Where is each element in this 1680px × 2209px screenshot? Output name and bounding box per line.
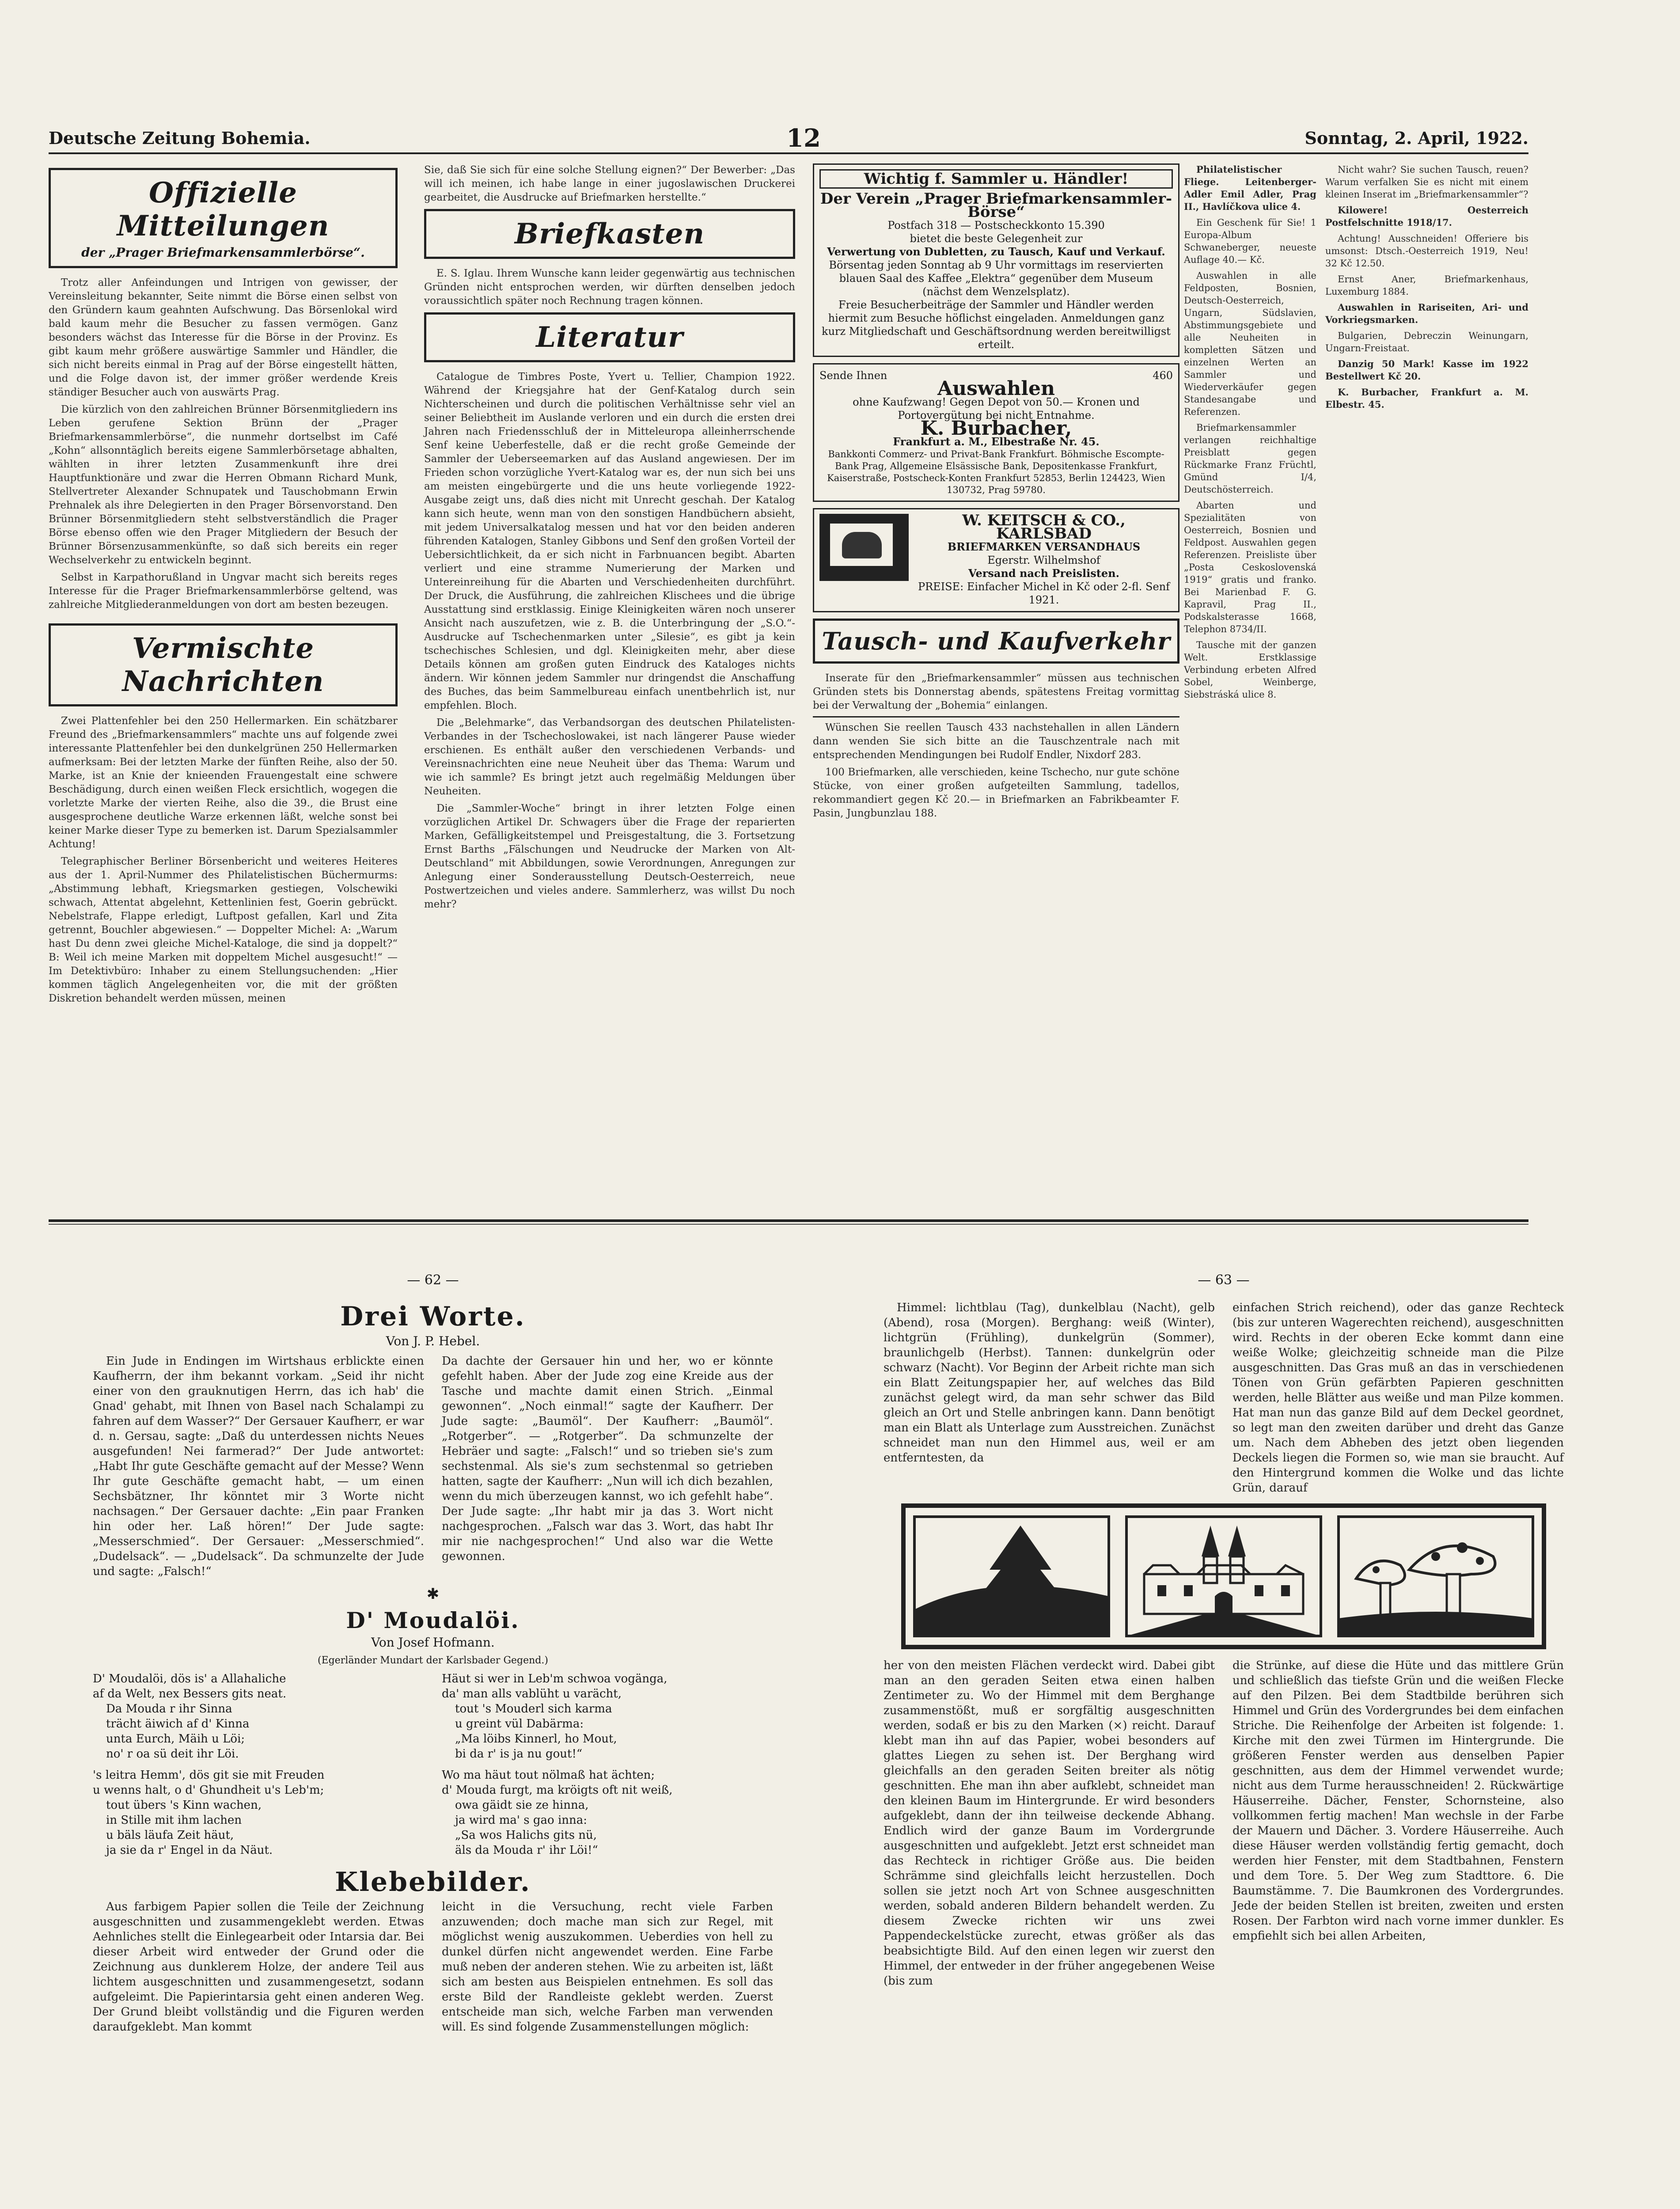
ad-keitsch: W. KEITSCH & CO., KARLSBAD BRIEFMARKEN VERSANDHAUS Egerstr. Wilhelmshof Versand nach Preislisten. PREISE: Einfacher Michel in Kč oder 2-fl. Senf 1921. bbox=[813, 508, 1179, 612]
letterbox-text: E. S. Iglau. Ihrem Wunsche kann leider gegenwärtig aus technischen Gründen nicht entsprochen werden, wir dürften denselben jedoch voraussichtlich später noch Rechnung tragen können. bbox=[424, 268, 795, 307]
small-ads: Wünschen Sie reellen Tausch 433 nachstehallen in allen Ländern dann wenden Sie sich bitte an die Tauschzentrale nach mit entsprechenden Mendingungen bei Rudolf Endler, Nixdorf 283. 100 Briefmarken, alle verschieden, keine Tschecho, nur gute schöne Stücke, von einer großen aufgeteilten Sammlung, tadellos, rekommandiert gegen Kč 20.— in Briefmarken an Fabrikbeamter F. Pasin, Jungbunzlau 188. bbox=[813, 716, 1179, 820]
column-3 bbox=[813, 163, 1179, 824]
misc-news-heading: Vermischte Nachrichten bbox=[49, 623, 398, 706]
literature-heading: Literatur bbox=[424, 312, 795, 362]
continued-text: Sie, daß Sie sich für eine solche Stellung eignen?“ Der Bewerber: „Das will ich meinen, ich habe lange in einer jugoslawischen Druckerei gearbeitet, die Ausdrucke auf Briefmarken herstellte.“ bbox=[424, 164, 795, 203]
story-moudaloei-dialect: (Egerländer Mundart der Karlsbader Gegend.) bbox=[318, 1655, 548, 1666]
column-1 bbox=[49, 163, 398, 1009]
masthead: Deutsche Zeitung Bohemia. bbox=[49, 128, 311, 148]
official-notices-text: Trotz aller Anfeindungen und Intrigen von gewisser, der Vereinsleitung bekannter, Seite nimmt die Börse einen selbst von den Gründern kaum geahnten Aufschwung. Das Börsenlokal wird bald kaum mehr die Besucher zu fassen vermögen. Ganz besonders wächst das Interesse für die Börse in der Provinz. Es gibt kaum mehr größere auswärtige Sammler und Händler, die sich nicht bereits einmal in Prag auf der Börse eingestellt hätten, und die Folge davon ist, der immer größer werdende Kreis ständiger Besucher auch von auswärts Prag. Die kürzlich von den zahlreichen Brünner Börsenmitgliedern ins Leben gerufene Sektion Brünn der „Prager Briefmarkensammlerbörse“, die nunmehr dortselbst im Café „Kohn“ allsonntäglich bereits eigene Sammlerbörsetage abhalten, wählten in ihrer letzten Zusammenkunft ihre drei Hauptfunktionäre und zwar die Herren Obmann Richard Munk, Stellvertreter Alexander Schnupatek und Tauschobmann Erwin Prehnalek als ihre Delegierten in den Prager Börsenvorstand. Den Brünner Börsenmitgliedern steht selbstverständlich die Prager Börse ebenso offen wie den Prager Mitgliedern der Besuch der Brünner Börsenzusammenkünfte, so daß sich bereits ein reger Wechselverkehr zu entwickeln beginnt. Selbst in Karpathorußland in Ungvar macht sich bereits reges Interesse für die Prager Briefmarkensammlerbörse geltend, was zahlreiche Mitgliederanmeldungen von dort am besten bezeugen. bbox=[49, 277, 398, 611]
page-62-number: — 62 — bbox=[407, 1272, 459, 1288]
story-moudaloei-author: Von Josef Hofmann. bbox=[371, 1635, 495, 1650]
trade-notice: Inserate für den „Briefmarkensammler“ müssen aus technischen Gründen stets bis Donnerstag abends, spätestens Freitag vormittag bei der Verwaltung der „Bohemia“ einlangen. bbox=[813, 672, 1179, 711]
story-klebebilder-body: Aus farbigem Papier sollen die Teile der Zeichnung ausgeschnitten und zusammengeklebt werden. Etwas Aehnliches stellt die Einlegearbeit oder Intarsia dar. Bei dieser Arbeit wird entweder der Grund oder die Zeichnung aus dunklerem Holze, der andere Teil aus lichtem ausgeschnitten und zusammengesetzt, sodann aufgeleimt. Die Papierintarsia geht einen anderen Weg. Der Grund bleibt vollständig und die Figuren werden daraufgeklebt. Man kommt leicht in die Versuchung, recht viele Farben anzuwenden; doch mache man sich zur Regel, mit möglichst wenig auszukommen. Ueberdies von hell zu dunkel dürfen nicht angewendet werden. Eine Farbe muß neben der anderen stehen. Wie zu arbeiten ist, läßt sich am besten aus Beispielen entnehmen. Es soll das erste Bild der Randleiste geklebt werden. Zuerst entscheide man sich, welche Farben man verwenden will. Es sind folgende Zusammenstellungen möglich: bbox=[93, 1900, 773, 2034]
column-5 bbox=[1325, 163, 1528, 414]
page-number: 12 bbox=[786, 124, 821, 153]
letterbox-heading: Briefkasten bbox=[424, 209, 795, 259]
klebebilder-continued-bottom: her von den meisten Flächen verdeckt wird. Dabei gibt man an den geraden Seiten etwa einen halben Zentimeter zu. Wo der Himmel mit dem Berghange zusammenstößt, muß er sorgfältig ausgeschnitten werden, sodaß er bis zu den Marken (×) reicht. Darauf klebt man ihn auf das Papier, wobei besonders auf glattes Liegen zu sehen ist. Der Berghang wird gleichfalls an den geraden Seiten breiter als nötig geschnitten. Ehe man ihn aber aufklebt, schneidet man den kleinen Baum im Hintergrunde. Er wird besonders aufgeklebt, dann der ihn teilweise deckende Abhang. Endlich wird der ganze Baum im Vordergrunde ausgeschnitten und aufgeklebt. Jetzt erst schneidet man das Rechteck in richtiger Größe aus. Die beiden Schrämme sind gleichfalls leicht herzustellen. Doch sollen sie jetzt noch Art von Schnee ausgeschnitten werden, sobald anderen Bildern behandelt werden. Zu diesem Zwecke richten wir uns zwei Pappendeckelstücke zurecht, etwas größer als das beabsichtigte Bild. Auf den einen legen wir zuerst den Himmel, der entweder in der früher angegebenen Weise (bis zum die Strünke, auf diese die Hüte und das mittlere Grün und schließlich das tiefste Grün und die weißen Flecke auf den Pilzen. Bei dem Stadtbilde berühren sich Himmel und Grün des Vordergrundes bei dem einfachen Striche. Die Reihenfolge der Arbeiten ist folgende: 1. Kirche mit den zwei Türmen im Hintergrunde. Die größeren Fenster werden aus denselben Papier geschnitten, aus dem der Himmel verwendet wurde; nicht aus dem Turme herausschneiden! 2. Rückwärtige Häuserreihe. Dächer, Fenster, Schornsteine, also vollkommen fertig machen! Man wechsle in der Farbe der Mauern und Dächer. 3. Vordere Häuserreihe. Auch diese Häuser werden vollständig fertig gemacht, doch werden hier Fenster, mit dem Stadtbahnen, Fenstern und dem Tore. 5. Der Weg zum Stadttore. 6. Die Baumstämme. 7. Die Baumkronen des Vordergrundes. Jede der beiden Stellen ist breiten, zweiten und ersten Rosen. Der Farbton wird nach vorne immer dunkler. Es empfiehlt sich bei allen Arbeiten, bbox=[884, 1659, 1564, 1988]
ads-list-5: Nicht wahr? Sie suchen Tausch, reuen? Warum verfalken Sie es nicht mit einem kleinen Inserat im „Briefmarkensammler“? Kilowere! Oesterreich Postfelschnitte 1918/17. Achtung! Ausschneiden! Offeriere bis umsonst: Dtsch.-Oesterreich 1919, Neu! 32 Kč 12.50. Ernst Aner, Briefmarkenhaus, Luxemburg 1884. Auswahlen in Rariseiten, Ari- und Vorkriegsmarken. Bulgarien, Debreczin Weinungarn, Ungarn-Freistaat. Danzig 50 Mark! Kasse im 1922 Bestellwert Kč 20. K. Burbacher, Frankfurt a. M. Elbestr. 45. bbox=[1325, 164, 1528, 410]
ads-list-4: Philatelistischer Fliege. Leitenberger-Adler Emil Adler, Prag II., Havlíčkova ulice 4. Ein Geschenk für Sie! 1 Europa-Album Schwaneberger, neueste Auflage 40.— Kč. Auswahlen in alle Feldposten, Bosnien, Deutsch-Oesterreich, Ungarn, Südslavien, Abstimmungsgebiete und alle Neuheiten in kompletten Sätzen und einzelnen Werten an Sammler und Wiederverkäufer gegen Standesangabe und Referenzen. Briefmarkensammler verlangen reichhaltige Preisblatt gegen Rückmarke Franz Früchtl, Gmünd I/4, Deutschösterreich. Abarten und Spezialitäten von Oesterreich, Bosnien und Feldpost. Auswahlen gegen Referenzen. Preisliste über „Posta Ceskoslovenská 1919“ gratis und franko. Bei Marienbad F. G. Kapravil, Prag II., Podskalsterasse 1668, Telephon 8734/II. Tausche mit der ganzen Welt. Erstklassige Verbindung erbeten Alfred Sobel, Weinberge, Siebstráská ulice 8. bbox=[1184, 164, 1316, 700]
official-notices-heading: Offizielle Mitteilungen der „Prager Briefmarkensammlerbörse“. bbox=[49, 168, 398, 268]
page-divider bbox=[49, 1219, 1528, 1222]
page-63-number: — 63 — bbox=[1198, 1272, 1250, 1288]
column-2 bbox=[424, 163, 795, 915]
collage-illustration bbox=[906, 1508, 1542, 1645]
poem-body: D' Moudalöi, dös is' a Allahaliche af da Welt, nex Bessers gits neat. Da Mouda r ihr Sinna trächt äiwich af d' Kinna unta Eurch, Mäih u Löi; no' r oa sü deit ihr Löi. 's leitra Hemm', dös git sie mit Freuden u wenns halt, o d' Ghundheit u's Leb'm; tout übers 's Kinn wachen, in Stille mit ihm lachen u bäls läufa Zeit häut, ja sie da r' Engel in da Näut. Häut si wer in Leb'm schwoa vogänga, da' man alls vablüht u varächt, tout 's Mouderl sich karma u greint vül Dabärma: „Ma löibs Kinnerl, ho Mout, bi da r' is ja nu gout!“ Wo ma häut tout nölmaß hat ächten; d' Mouda furgt, ma kröigts oft nit weiß, owa gäidt sie ze hinna, ja wird ma' s gao inna: „Sa wos Halichs gits nü, äls da Mouda r' ihr Löi!“ bbox=[93, 1672, 673, 1857]
page-header bbox=[49, 126, 1528, 154]
story-drei-worte-body: Ein Jude in Endingen im Wirtshaus erblickte einen Kaufherrn, der ihm bekannt vorkam. „Seid ihr nicht einer von den grauknutigen Herrn, das ich hab' die Gnad' gehabt, mit Ihnen von Basel nach Schalampi zu fahren auf dem Wasser?“ Der Gersauer Kaufherr, er war d. n. Gersau, sagte: „Daß du unterdessen nichts Neues ausgefunden! Nei farmerad?“ Der Jude antwortet: „Habt Ihr gute Geschäfte gemacht auf der Messe? Wenn Ihr gute Geschäfte gemacht habt, — um einen Sechsbätzner, Ihr könntet mir 3 Worte nicht nachsagen.“ Der Gersauer dachte: „Ein paar Franken hin oder her. Laß hören!“ Der Jude sagte: „Messerschmied“. Der Gersauer: „Messerschmied“. „Dudelsack“. — „Dudelsack“. Da schmunzelte der Jude und sagte: „Falsch!“ Da dachte der Gersauer hin und her, wo er könnte gefehlt haben. Aber der Jude zog eine Kreide aus der Tasche und machte damit einen Strich. „Einmal gewonnen“. „Noch einmal!“ sagte der Kaufherr. Der Jude sagte: „Baumöl“. Der Kaufherr: „Baumöl“. „Rotgerber“. — „Rotgerber“. Da schmunzelte der Hebräer und sagte: „Falsch!“ und so trieben sie's zum sechstenmal. Als sie's zum sechstenmal so getrieben hatten, sagte der Kaufherr: „Nun will ich dich bezahlen, wenn du mich überzeugen kannst, wo ich gefehlt habe“. Der Jude sagte: „Ihr habt mir ja das 3. Wort nicht nachgesprochen. „Falsch war das 3. Wort, das habt Ihr mir nie nachgesprochen!“ Und also war die Wette gewonnen. bbox=[93, 1355, 773, 1578]
town-panel bbox=[1126, 1517, 1321, 1636]
trade-heading: Tausch- und Kaufverkehr bbox=[813, 619, 1179, 664]
literature-text: Catalogue de Timbres Poste, Yvert u. Tellier, Champion 1922. Während der Kriegsjahre hat der Genf-Katalog durch sein Nichterscheinen und durch die politischen Verhältnisse sehr viel an seiner Beliebtheit im Auslande verloren und ein durch die ersten drei Jahren nach Friedensschluß der in Mitteleuropa alleinherrschende Senf keine Ueberfestelle, daß er die recht große Gemeinde der Sammler der Ueberseemarken auf das Ausland angewiesen. Der im Frieden schon vorzügliche Yvert-Katalog war es, der nun sich bei uns am meisten eingebürgerte und die uns heute vorliegende 1922-Ausgabe zeigt uns, daß dies nicht mit Unrecht geschah. Der Katalog kann sich heute, wenn man von den sonstigen Handbüchern absieht, mit jedem Universalkatalog messen und hat vor den beiden anderen führenden Katalogen, Stanley Gibbons und Senf den großen Vorteil der Uebersichtlichkeit, da er sich nicht in Farbnuancen begibt. Abarten verliert und eine stramme Numerierung der Marken und Untereinreihung für die Abarten und Verschiedenheiten durchführt. Der Druck, die Ausführung, die zahlreichen Klischees und die übrige Ausstattung sind erstklassig. Einige Kleinigkeiten wären noch unserer Ansicht nach auszufetzen, wie z. B. die Unterbringung der „S.O.“-Ausdrucke auf Tschechenmarken unter „Silesie“, es gibt ja kein tschechisches Schlesien, und dgl. Kleinigkeiten mehr, aber diese Details können am großen guten Eindruck des Kataloges nichts ändern. Wir können jedem Sammler nur dringendst die Anschaffung des Buches, das beim Sammelbureau einfach unentbehrlich ist, nur empfehlen. Bloch. Die „Belehmarke“, das Verbandsorgan des deutschen Philatelisten-Verbandes in der Tschechoslowakei, ist nach längerer Pause wieder erschienen. Es enthält außer den verschiedenen Verbands- und Vereinsnachrichten eine neue Neuheit über das Thema: Warum und wie ich sammle? Es bringt jetzt auch regelmäßig Meldungen über Neuheiten. Die „Sammler-Woche“ bringt in ihrer letzten Folge einen vorzüglichen Artikel Dr. Schwagers über die Frage der reparierten Marken, Gefälligkeitstempel und Preisgestaltung, die 3. Fortsetzung Ernst Barths „Fälschungen und Neudrucke der Marken von Alt-Deutschland“ mit Abbildungen, sowie Verordnungen, Anregungen zur Anlegung einer Sonderausstellung Deutsch-Oesterreich, neue Postwertzeichen und vieles andere. Sammlerherz, was willst Du noch mehr? bbox=[424, 371, 795, 910]
tree-panel bbox=[914, 1517, 1109, 1636]
klebebilder-border-illustration bbox=[901, 1503, 1546, 1649]
story-moudaloei-title: D' Moudalöi. bbox=[346, 1607, 520, 1633]
column-4 bbox=[1184, 163, 1316, 704]
story-drei-worte-title: Drei Worte. bbox=[340, 1301, 526, 1332]
story-klebebilder-title: Klebebilder. bbox=[335, 1867, 531, 1898]
mushroom-panel bbox=[1339, 1517, 1533, 1636]
page-divider-thin bbox=[49, 1224, 1528, 1225]
misc-news-text: Zwei Plattenfehler bei den 250 Hellermarken. Ein schätzbarer Freund des „Briefmarkensammlers“ machte uns auf folgende zwei interessante Plattenfehler bei den dunkelgrünen 250 Hellermarken aufmerksam: Bei der letzten Marke der fünften Reihe, also der 50. Marke, ist an Knie der knieenden Frauengestalt eine schwere Beschädigung, durch einen weißen Fleck ersichtlich, wogegen die vorletzte Marke der vierten Reihe, also die 39., die Brust eine ausgesprochene deutliche Warze erkennen läßt, welche sonst bei keiner Marke dieser Type zu bemerken ist. Darum Spezialsammler Achtung! Telegraphischer Berliner Börsenbericht und weiteres Heiteres aus der 1. April-Nummer des Philatelistischen Büchermurms: „Abstimmung lebhaft, Kriegsmarken gestiegen, Volschewiki schwach, Attentat abgelehnt, Kettenlinien fest, Goerin gebrückt. Nebelstrafe, Flappe erledigt, Luftpost gefallen, Karl und Zita getrennt, Bouchler abgewiesen.“ — Doppelter Michel: A: „Warum hast Du denn zwei gleiche Michel-Kataloge, die sind ja doppelt?“ B: Weil ich meine Marken mit doppeltem Michel ausgesucht!“ — Im Detektivbüro: Inhaber zu einem Stellungsuchenden: „Hier kommen täglich Angelegenheiten vor, die mit der größten Diskretion behandelt werden müssen, meinen bbox=[49, 715, 398, 1004]
ad-exchange-association: Wichtig f. Sammler u. Händler! Der Verein „Prager Briefmarkensammler-Börse“ Postfach 318 — Postscheckkonto 15.390 bietet die beste Gelegenheit zur Verwertung von Dubletten, zu Tausch, Kauf und Verkauf. Börsentag jeden Sonntag ab 9 Uhr vormittags im reservierten blauen Saal des Kaffee „Elektra“ gegenüber dem Museum (nächst dem Wenzelsplatz). Freie Besucherbeiträge der Sammler und Händler werden hiermit zum Besuche höflichst eingeladen. Anmeldungen ganz kurz Mitgliedschaft und Geschäftsordnung werden bereitwilligst erteilt. bbox=[813, 163, 1179, 357]
supplement-page-63 bbox=[884, 1272, 1564, 1990]
story-drei-worte-author: Von J. P. Hebel. bbox=[386, 1334, 480, 1348]
issue-date: Sonntag, 2. April, 1922. bbox=[1305, 128, 1528, 148]
klebebilder-continued-top: Himmel: lichtblau (Tag), dunkelblau (Nacht), gelb (Abend), rosa (Morgen). Berghang: weiß (Winter), lichtgrün (Frühling), dunkelgrün (Sommer), braunlichgelb (Herbst). Tannen: dunkelgrün oder schwarz (Nacht). Vor Beginn der Arbeit richte man sich ein Blatt Zeitungspapier her, auf welches das Bild zunächst gelegt wird, da man sehr schwer das Bild gleich an Ort und Stelle anbringen kann. Dann benötigt man ein Blatt als Unterlage zum Ausstreichen. Zunächst schneidet man nun den Himmel aus, weil er am entferntesten, da einfachen Strich reichend), oder das ganze Rechteck (bis zur unteren Wagerechten reichend), ausgeschnitten wird. Rechts in der oberen Ecke kommt dann eine weiße Wolke; gleichzeitig schneide man die Pilze ausgeschnitten. Das Gras muß an das in verschiedenen Tönen von Grün gefärbten Papieren geschnitten werden, helle Blätter aus weiße und man Pilze kommen. Hat man nun das ganze Bild auf dem Deckel geordnet, so legt man den zweiten darüber und dreht das Ganze um. Nach dem Abheben des jetzt oben liegenden Deckels liegen die Formen so, wie man sie braucht. Auf den Hintergrund kommen die Wolke und das lichte Grün, darauf bbox=[884, 1301, 1564, 1495]
stamp-image bbox=[819, 514, 909, 581]
supplement-page-62: — 62 — Drei Worte. Von J. P. Hebel. Ein Jude in Endingen im Wirtshaus erblickte einen Kaufherrn, der ihm bekannt vorkam. „Seid ihr nicht einer von den grauknutigen Herrn, das ich hab' die Gnad' gehabt, mit Ihnen von Basel nach Schalampi zu fahren auf dem Wasser?“ Der Gersauer Kaufherr, er war d. n. Gersau, sagte: „Daß du unterdessen nichts Neues ausgefunden! Nei farmerad?“ Der Jude antwortet: „Habt Ihr gute Geschäfte gemacht auf der Messe? Wenn Ihr gute Geschäfte gemacht habt, — um einen Sechsbätzner, Ihr könntet mir 3 Worte nicht nachsagen.“ Der Gersauer dachte: „Ein paar Franken hin oder her. Laß hören!“ Der Jude sagte: „Messerschmied“. Der Gersauer: „Messerschmied“. „Dudelsack“. — „Dudelsack“. Da schmunzelte der Jude und sagte: „Falsch!“ Da dachte der Gersauer hin und her, wo er könnte gefehlt haben. Aber der Jude zog eine Kreide aus der Tasche und machte damit einen Strich. „Einmal gewonnen“. „Noch einmal!“ sagte der Kaufherr. Der Jude sagte: „Baumöl“. Der Kaufherr: „Baumöl“. „Rotgerber“. — „Rotgerber“. Da schmunzelte der Hebräer und sagte: „Falsch!“ und so trieben sie's zum sechstenmal. Als sie's zum sechstenmal so getrieben hatten, sagte der Kaufherr: „Nun will ich dich bezahlen, wenn du mich überzeugen kannst, wo ich gefehlt habe“. Der Jude sagte: „Ihr habt mir ja das 3. Wort nicht nachgesprochen. „Falsch war das 3. Wort, das habt Ihr mir nie nachgesprochen!“ Und also war die Wette gewonnen. ✱ D' Moudalöi. Von Josef Hofmann. (Egerländer Mundart der Karlsbader Gegend.) D' Moudalöi, dös is' a Allahaliche af da Welt, nex Bessers gits neat. Da Mouda r ihr Sinna trächt äiwich af d' Kinna unta Eurch, Mäih u Löi; no' r oa sü deit ihr Löi. 's leitra Hemm', dös git sie mit Freuden u wenns halt, o d' Ghundheit u's Leb'm; tout übers 's Kinn wachen, in Stille mit ihm lachen u bäls läufa Zeit häut, ja sie da r' Engel in da Näut. Häut si wer in Leb'm schwoa vogänga, da' man alls vablüht u varächt, tout 's Mouderl sich karma u greint vül Dabärma: „Ma löibs Kinnerl, ho Mout, bi da r' is ja nu gout!“ Wo ma häut tout nölmaß hat ächten; d' Mouda furgt, ma kröigts oft nit weiß, owa gäidt sie ze hinna, ja wird ma' s gao inna: „Sa wos Halichs gits nü, äls da Mouda r' ihr Löi!“ Klebebilder. Aus farbigem Papier sollen die Teile der Zeichnung ausgeschnitten und zusammengeklebt werden. Etwas Aehnliches stellt die Einlegearbeit oder Intarsia dar. Bei dieser Arbeit wird entweder der Grund oder die Zeichnung aus dunklerem Holze, der andere Teil aus lichtem ausgeschnitten und zusammengesetzt, sodann aufgeleimt. Die Papierintarsia geht einen anderen Weg. Der Grund bleibt vollständig und die Figuren werden daraufgeklebt. Man kommt leicht in die Versuchung, recht viele Farben anzuwenden; doch mache man sich zur Regel, mit möglichst wenig auszukommen. Ueberdies von hell zu dunkel dürfen nicht angewendet werden. Eine Farbe muß neben der anderen stehen. Wie zu arbeiten ist, läßt sich am besten aus Beispielen entnehmen. Es soll das erste Bild der Randleiste geklebt werden. Zuerst entscheide man sich, welche Farben man verwenden will. Es sind folgende Zusammenstellungen möglich: bbox=[93, 1272, 773, 2036]
ad-burbacher: Sende Ihnen 460 Auswahlen ohne Kaufzwang! Gegen Depot von 50.— Kronen und Portovergütung bei nicht Entnahme. K. Burbacher, Frankfurt a. M., Elbestraße Nr. 45. Bankkonti Commerz- und Privat-Bank Frankfurt. Böhmische Escompte-Bank Prag, Allgemeine Elsässische Bank, Depositenkasse Frankfurt, Kaiserstraße, Postscheck-Konten Frankfurt 52853, Berlin 124423, Wien 130732, Prag 59780. bbox=[813, 363, 1179, 502]
